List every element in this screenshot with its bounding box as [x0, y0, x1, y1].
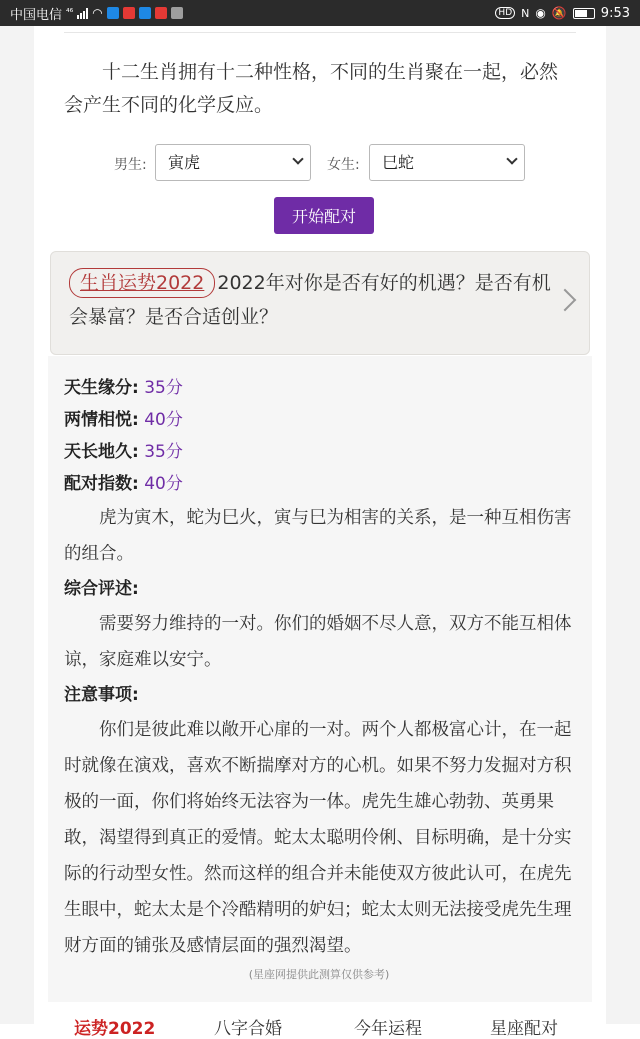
match-result-panel — [48, 356, 592, 1002]
female-label: 女生: — [327, 157, 360, 173]
stat-row — [64, 404, 574, 436]
tab-yearly-fortune[interactable]: 今年运程 — [354, 1019, 422, 1039]
stat-value: 40分 — [144, 474, 183, 494]
eye-icon: ◉ — [535, 6, 546, 20]
promo-banner[interactable] — [50, 251, 590, 355]
stat-value: 35分 — [144, 442, 183, 462]
tab-zodiac-match[interactable]: 星座配对 — [490, 1019, 558, 1039]
notes-heading: 注意事项: — [64, 685, 139, 705]
carrier-label: 中国电信 — [10, 7, 63, 23]
mute-icon: 🔕 — [551, 6, 567, 20]
app-notification-icon — [171, 7, 183, 19]
female-zodiac-value: 巳蛇 — [382, 153, 415, 172]
stat-key: 天长地久: — [64, 442, 139, 462]
network-type-icon: ⁴⁶ — [66, 8, 74, 18]
nfc-icon: N — [521, 6, 530, 20]
chevron-right-icon — [554, 289, 577, 312]
chevron-down-icon — [506, 153, 517, 164]
app-notification-icon — [107, 7, 119, 19]
intro-paragraph: 十二生肖拥有十二种性格，不同的生肖聚在一起，必然会产生不同的化学反应。 — [64, 61, 559, 116]
divider — [64, 32, 576, 33]
stat-row — [64, 468, 574, 500]
summary-paragraph: 需要努力维持的一对。你们的婚姻不尽人意，双方不能互相体谅，家庭难以安宁。 — [64, 614, 572, 670]
hd-icon: HD — [495, 7, 515, 19]
stat-row — [64, 372, 574, 404]
male-zodiac-select[interactable] — [155, 144, 311, 181]
clock: 9:53 — [600, 5, 630, 21]
main-content — [34, 26, 606, 1039]
stat-key: 配对指数: — [64, 474, 139, 494]
male-zodiac-value: 寅虎 — [168, 153, 201, 172]
signal-icon — [77, 7, 88, 19]
disclaimer-text: (星座网提供此测算仅供参考) — [248, 968, 390, 981]
tab-fortune-2022[interactable]: 运势2022 — [74, 1019, 156, 1039]
stat-value: 40分 — [144, 410, 183, 430]
summary-heading: 综合评述: — [64, 579, 139, 599]
tab-bazi-marriage[interactable]: 八字合婚 — [214, 1019, 282, 1039]
relationship-paragraph: 虎为寅木，蛇为巳火，寅与巳为相害的关系，是一种互相伤害的组合。 — [64, 508, 572, 564]
female-zodiac-select[interactable] — [369, 144, 525, 181]
app-notification-icon — [139, 7, 151, 19]
stat-value: 35分 — [144, 378, 183, 398]
notes-paragraph: 你们是彼此难以敞开心扉的一对。两个人都极富心计，在一起时就像在演戏，喜欢不断揣摩对方的心机。如果不努力发掘对方积极的一面，你们将始终无法容为一体。虎先生雄心勃勃、英勇果敢，渴望得到真正的爱情。蛇太太聪明伶俐、目标明确，是十分实际的行动型女性。然而这样的组合并未能使双方彼此认可，在虎先生眼中，蛇太太是个冷酷精明的妒妇；蛇太太则无法接受虎先生理财方面的铺张及感情层面的强烈渴望。 — [64, 720, 572, 956]
bottom-tabs — [34, 1014, 606, 1039]
app-notification-icon — [155, 7, 167, 19]
stat-key: 天生缘分: — [64, 378, 139, 398]
status-bar — [0, 0, 640, 26]
match-form — [34, 144, 606, 182]
stat-row — [64, 436, 574, 468]
chevron-down-icon — [292, 153, 303, 164]
app-notification-icon — [123, 7, 135, 19]
stat-key: 两情相悦: — [64, 410, 139, 430]
battery-icon — [573, 8, 595, 19]
promo-text: 2022年对你是否有好的机遇？是否有机会暴富？是否合适创业？ — [69, 272, 551, 328]
start-match-button[interactable]: 开始配对 — [274, 197, 374, 234]
male-label: 男生: — [114, 157, 147, 173]
promo-tag-link[interactable]: 生肖运势2022 — [69, 268, 215, 298]
wifi-icon: ◠ — [92, 6, 103, 20]
